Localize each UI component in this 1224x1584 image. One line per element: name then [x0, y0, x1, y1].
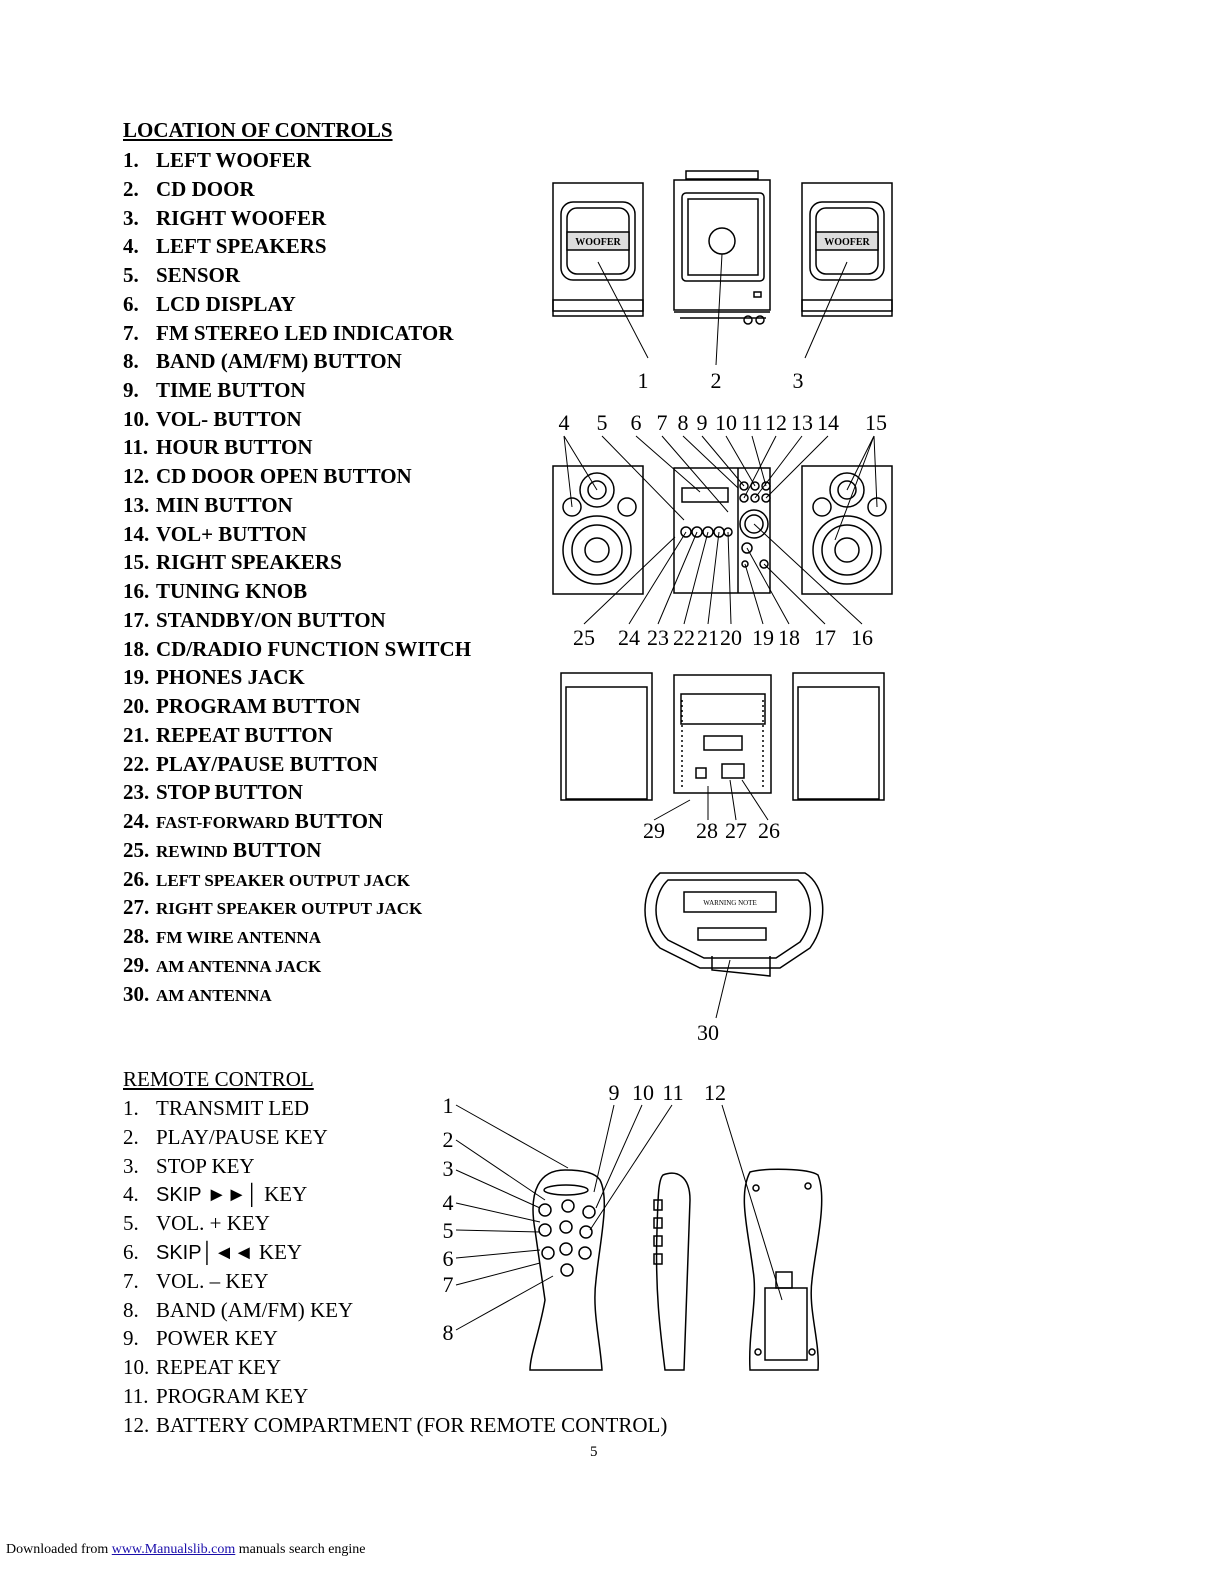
list-item: 25. REWIND BUTTON: [123, 838, 322, 862]
remote-heading: REMOTE CONTROL: [123, 1067, 314, 1091]
page-number: 5: [590, 1444, 598, 1460]
woofer-text: WOOFER: [575, 237, 621, 248]
callout-label: 22: [673, 625, 695, 650]
list-item: 5. SENSOR: [123, 263, 241, 287]
callout-label: 9: [608, 1080, 620, 1105]
callout-label: 16: [851, 625, 873, 650]
rear-view-figure: [561, 673, 884, 820]
list-item: 1. LEFT WOOFER: [123, 148, 312, 172]
callout-label: 12: [704, 1080, 726, 1105]
list-item: 17. STANDBY/ON BUTTON: [123, 608, 386, 632]
list-item: 19. PHONES JACK: [123, 665, 305, 689]
callout-label: 27: [725, 818, 747, 843]
callout-label: 10: [632, 1080, 654, 1105]
list-item: 16. TUNING KNOB: [123, 579, 308, 603]
callout-label: 17: [814, 625, 836, 650]
callout-label: 26: [758, 818, 780, 843]
callout-label: 23: [647, 625, 669, 650]
callout-label: 4: [442, 1190, 454, 1215]
list-item: 1. TRANSMIT LED: [123, 1096, 310, 1120]
callout-label: 30: [697, 1020, 719, 1045]
controls-heading: LOCATION OF CONTROLS: [123, 118, 393, 142]
woofer-text: WOOFER: [824, 237, 870, 248]
list-item: 10. REPEAT KEY: [123, 1355, 282, 1379]
list-item: 2. PLAY/PAUSE KEY: [123, 1125, 328, 1149]
callout-label: 3: [792, 368, 804, 393]
speaker-system-figure: [553, 436, 892, 624]
list-item: 13. MIN BUTTON: [123, 493, 293, 517]
callout-label: 24: [618, 625, 640, 650]
callout-label: 6: [630, 410, 642, 435]
callout-label: 5: [442, 1218, 454, 1243]
callout-label: 14: [817, 410, 839, 435]
list-item: 11. PROGRAM KEY: [123, 1384, 309, 1408]
list-item: 7. VOL. – KEY: [123, 1269, 269, 1293]
callout-label: 8: [442, 1320, 454, 1345]
list-item: 6. LCD DISPLAY: [123, 292, 296, 316]
list-item: 22. PLAY/PAUSE BUTTON: [123, 752, 378, 776]
callout-label: 1: [442, 1093, 454, 1118]
antenna-text: WARNING NOTE: [703, 899, 757, 907]
callout-label: 6: [442, 1246, 454, 1271]
manualslib-link[interactable]: www.Manualslib.com: [111, 1542, 236, 1557]
callout-label: 3: [442, 1156, 454, 1181]
footer: Downloaded from www.Manualslib.com manuals search engine: [6, 1542, 366, 1557]
callout-label: 10: [715, 410, 737, 435]
list-item: 14. VOL+ BUTTON: [123, 522, 307, 546]
list-item: 27. RIGHT SPEAKER OUTPUT JACK: [123, 895, 423, 919]
list-item: 10. VOL- BUTTON: [123, 407, 302, 431]
callout-label: 1: [637, 368, 649, 393]
list-item: 12. BATTERY COMPARTMENT (FOR REMOTE CONTROL): [123, 1413, 668, 1437]
list-item: 26. LEFT SPEAKER OUTPUT JACK: [123, 867, 410, 891]
list-item: 28. FM WIRE ANTENNA: [123, 924, 321, 948]
list-item: 3. RIGHT WOOFER: [123, 206, 327, 230]
callout-label: 7: [656, 410, 668, 435]
list-item: 11. HOUR BUTTON: [123, 435, 313, 459]
callout-label: 8: [677, 410, 689, 435]
callout-label: 29: [643, 818, 665, 843]
list-item: 24. FAST-FORWARD BUTTON: [123, 809, 384, 833]
list-item: 29. AM ANTENNA JACK: [123, 953, 322, 977]
callout-label: 12: [765, 410, 787, 435]
callout-label: 4: [558, 410, 570, 435]
callout-label: 13: [791, 410, 813, 435]
list-item: 30. AM ANTENNA: [123, 982, 272, 1006]
list-item: 6. SKIP│◄◄ KEY: [123, 1240, 303, 1264]
list-item: 7. FM STEREO LED INDICATOR: [123, 321, 454, 345]
remote-control-figure: [456, 1105, 822, 1370]
list-item: 23. STOP BUTTON: [123, 780, 303, 804]
callout-label: 15: [865, 410, 887, 435]
callout-label: 9: [696, 410, 708, 435]
list-item: 9. POWER KEY: [123, 1326, 278, 1350]
list-item: 4. LEFT SPEAKERS: [123, 234, 327, 258]
list-item: 2. CD DOOR: [123, 177, 255, 201]
list-item: 18. CD/RADIO FUNCTION SWITCH: [123, 637, 472, 661]
callout-label: 19: [752, 625, 774, 650]
list-item: 15. RIGHT SPEAKERS: [123, 550, 342, 574]
list-item: 12. CD DOOR OPEN BUTTON: [123, 464, 412, 488]
callout-label: 28: [696, 818, 718, 843]
callout-label: 20: [720, 625, 742, 650]
front-view-figure: [553, 171, 892, 365]
callout-label: 2: [710, 368, 722, 393]
am-antenna-figure: [645, 873, 823, 1018]
list-item: 4. SKIP ►►│ KEY: [123, 1182, 308, 1206]
list-item: 5. VOL. + KEY: [123, 1211, 270, 1235]
callout-label: 2: [442, 1127, 454, 1152]
list-item: 3. STOP KEY: [123, 1154, 255, 1178]
list-item: 8. BAND (AM/FM) KEY: [123, 1298, 354, 1322]
callout-label: 21: [697, 625, 719, 650]
callout-label: 25: [573, 625, 595, 650]
callout-label: 18: [778, 625, 800, 650]
callout-label: 7: [442, 1272, 454, 1297]
list-item: 21. REPEAT BUTTON: [123, 723, 333, 747]
list-item: 9. TIME BUTTON: [123, 378, 306, 402]
list-item: 8. BAND (AM/FM) BUTTON: [123, 349, 402, 373]
list-item: 20. PROGRAM BUTTON: [123, 694, 361, 718]
callout-label: 11: [662, 1080, 684, 1105]
callout-label: 5: [596, 410, 608, 435]
callout-label: 11: [741, 410, 763, 435]
